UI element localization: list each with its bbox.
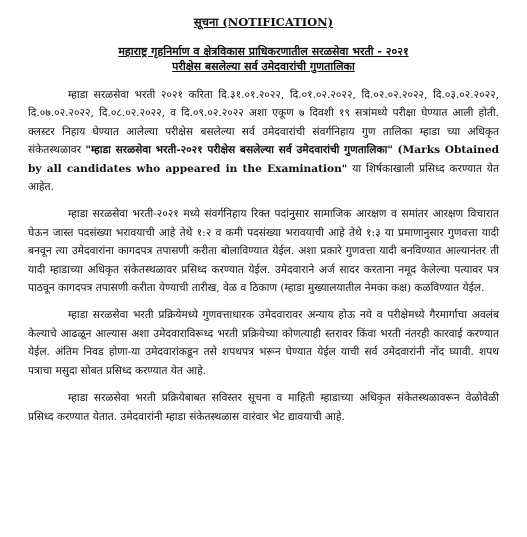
paragraph-1-bold-title: "म्हाडा सरळसेवा भरती-२०२१ परीक्षेस बसलेल्या सर्व उमेदवारांची गुणतालिका" (Marks Obtained by all candidates who appeared in the Examination" <box>28 144 500 175</box>
paragraph-exam-schedule <box>28 86 499 196</box>
notice-title-line-1: महाराष्ट्र गृहनिर्माण व क्षेत्रविकास प्राधिकरणातील सरळसेवा भरती - २०२१ <box>118 45 409 58</box>
notice-heading: सूचना (NOTIFICATION) <box>193 15 334 29</box>
notice-title-line-2: परीक्षेस बसलेल्या सर्व उमेदवारांची गुणतालिका <box>172 60 355 73</box>
paragraph-1-text-a: म्हाडा सरळसेवा भरती २०२१ करिता दि.३१.०१.२०२२, दि.०१.०२.२०२२, दि.०२.०२.२०२२, दि.०३.०२.२०२२, दि.०७.०२.२०२२, दि.०८.०२.२०२२, व दि.०९.०२.२०२२ अशा एकूण ७ दिवशी १९ सत्रांमध्ये परीक्षा घेण्यात आली होती. क्लस्टर निहाय घेण्यात आलेल्या परीक्षेस बसलेल्या सर्व उमेदवारांची संवर्गनिहाय गुण तालिका म्हाडा च्या अधिकृत संकेतस्थळावर <box>28 89 499 157</box>
paragraph-merit-list: म्हाडा सरळसेवा भरती-२०२१ मध्ये संवर्गनिहाय रिक्त पदांनुसार सामाजिक आरक्षण व समांतर आरक्षण विचारात घेऊन जास्त पदसंख्या भरावयाची आहे तेथे १:२ व कमी पदसंख्या भरावयाची आहे तेथे १:३ या प्रमाणानुसार गुणवत्ता यादी बनवून त्या उमेदवारांना कागदपत्र तपासणी करीता बोलाविण्यात येईल. अशा प्रकारे गुणवत्ता यादी बनविण्यात आल्यानंतर ती यादी म्हाडाच्या अधिकृत संकेतस्थळावर प्रसिध्द करण्यात येईल. उमेदवाराने अर्ज सादर करताना नमूद केलेल्या पत्यावर पत्र पाठवून कागदपत्र तपासणी करीता येण्याची तारीख, वेळ व ठिकाण (म्हाडा मुख्यालयातील नेमका कक्ष) कळविण्यात येईल. <box>28 208 499 295</box>
paragraph-1-text-b: या शिर्षकाखाली प्रसिध्द करण्यात येत आहेत. <box>28 162 499 194</box>
paragraph-malpractice-warning: म्हाडा सरळसेवा भरती प्रक्रियेमध्ये गुणवत्ताधारक उमेदवारावर अन्याय होऊ नये व परीक्षेमध्ये गैरमार्गाचा अवलंब केल्याचे आढळून आल्यास अशा उमेदवाराविरूध्द भरती प्रक्रियेच्या कोणत्याही स्तरावर किंवा भरती नंतरही कारवाई करण्यात येईल. अंतिम निवड होणा-या उमेदवारांकडून तसे शपथपत्र भरून घेण्यात येईल याची सर्व उमेदवारांनी नोंद घ्यावी. शपथ पत्राचा मसुदा सोबत प्रसिध्द करण्यात येत आहे. <box>28 309 499 377</box>
paragraph-website-info: म्हाडा सरळसेवा भरती प्रक्रियेबाबत सविस्तर सूचना व माहिती म्हाडाच्या अधिकृत संकेतस्थळावरून वेळोवेळी प्रसिध्द करण्यात येतात. उमेदवारांनी म्हाडा संकेतस्थळास वारंवार भेट द्यावयाची आहे. <box>28 392 499 423</box>
